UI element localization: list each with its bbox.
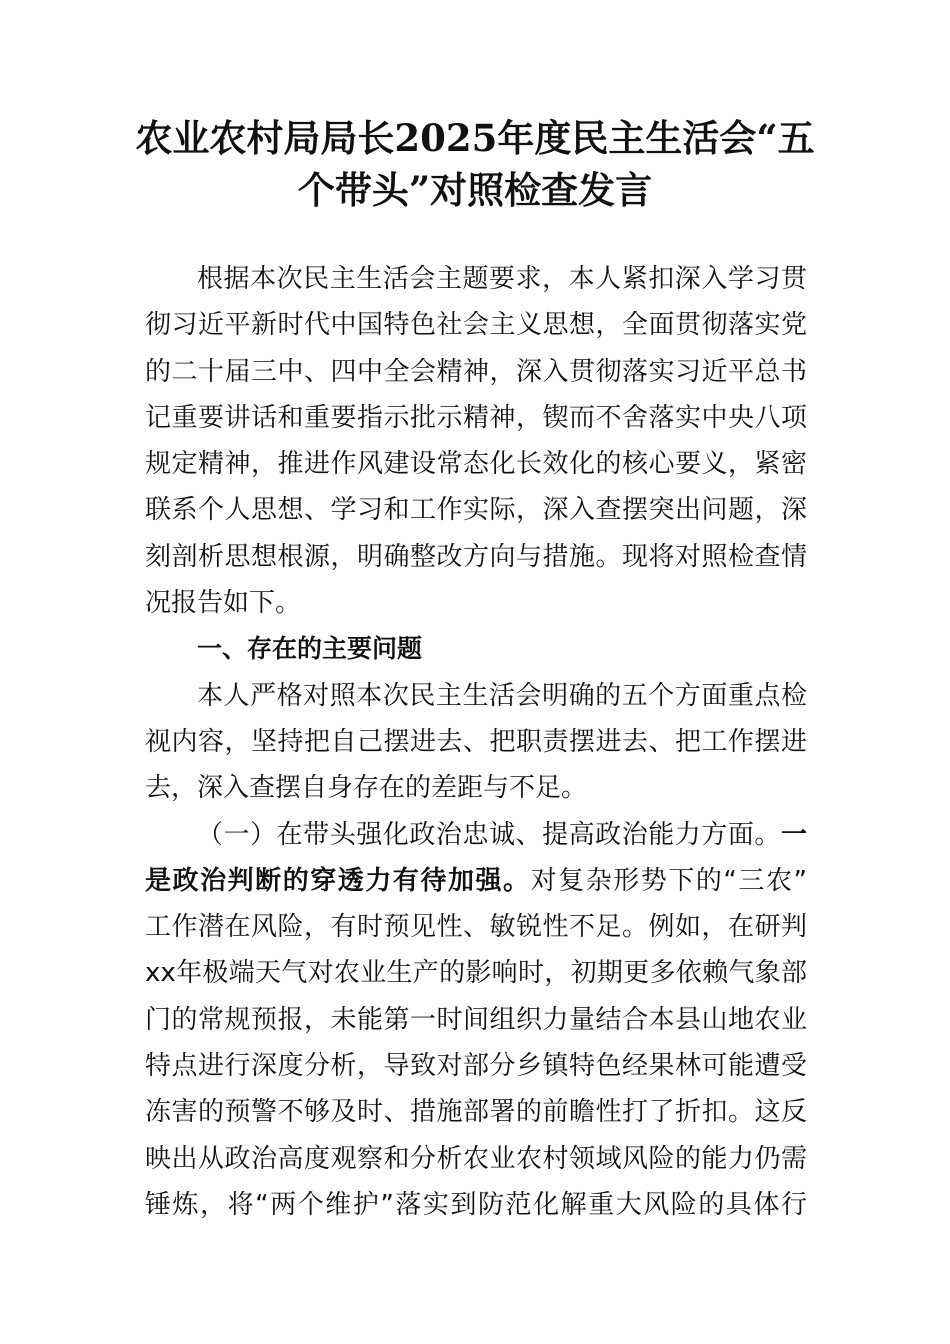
paragraph-line: 映出从政治高度观察和分析农业农村领域风险的能力仍需	[145, 1143, 807, 1174]
paragraph-line: 门的常规预报，未能第一时间组织力量结合本县山地农业	[145, 1004, 807, 1035]
title-line: 个带头”对照检查发言	[297, 168, 653, 212]
paragraph-line: 特点进行深度分析，导致对部分乡镇特色经果林可能遭受	[145, 1051, 807, 1082]
paragraph-line	[145, 858, 807, 904]
paragraph-line: 冻害的预警不够及时、措施部署的前瞻性打了折扣。这反	[145, 1097, 807, 1128]
paragraph-line: 工作潜在风险，有时预见性、敏锐性不足。例如，在研判	[145, 912, 807, 943]
document-title	[130, 112, 820, 216]
paragraph-line: 联系个人思想、学习和工作实际，深入查摆突出问题，深	[145, 495, 807, 526]
paragraph-line: 记重要讲话和重要指示批示精神，锲而不舍落实中央八项	[145, 402, 807, 433]
paragraph-line: 本人严格对照本次民主生活会明确的五个方面重点检	[197, 680, 807, 711]
paragraph-line: xx年极端天气对农业生产的影响时，初期更多依赖气象部	[145, 958, 807, 989]
subheading-text: （一）在带头强化政治忠诚、提高政治能力方面。	[197, 819, 781, 850]
paragraph-line: 根据本次民主生活会主题要求，本人紧扣深入学习贯	[197, 264, 807, 294]
document-body	[145, 256, 807, 1228]
paragraph-line: 去，深入查摆自身存在的差距与不足。	[145, 773, 588, 804]
paragraph-line: 刻剖析思想根源，明确整改方向与措施。现将对照检查情	[145, 541, 807, 572]
paragraph-text: 对复杂形势下的“三农”	[530, 865, 807, 896]
paragraph-line	[145, 812, 807, 858]
bold-lead-text: 是政治判断的穿透力有待加强。	[145, 865, 531, 896]
paragraph-line: 锤炼，将“两个维护”落实到防范化解重大风险的具体行	[145, 1189, 807, 1220]
paragraph-line: 的二十届三中、四中全会精神，深入贯彻落实习近平总书	[145, 356, 807, 387]
title-line: 农业农村局局长2025年度民主生活会“五	[135, 116, 815, 160]
paragraph-line: 彻习近平新时代中国特色社会主义思想，全面贯彻落实党	[145, 310, 807, 341]
paragraph-line: 况报告如下。	[145, 588, 302, 619]
paragraph-line: 视内容，坚持把自己摆进去、把职责摆进去、把工作摆进	[145, 726, 807, 757]
bold-lead-text: 一	[780, 819, 807, 850]
section-heading: 一、存在的主要问题	[197, 634, 423, 664]
paragraph-line: 规定精神，推进作风建设常态化长效化的核心要义，紧密	[145, 449, 807, 480]
